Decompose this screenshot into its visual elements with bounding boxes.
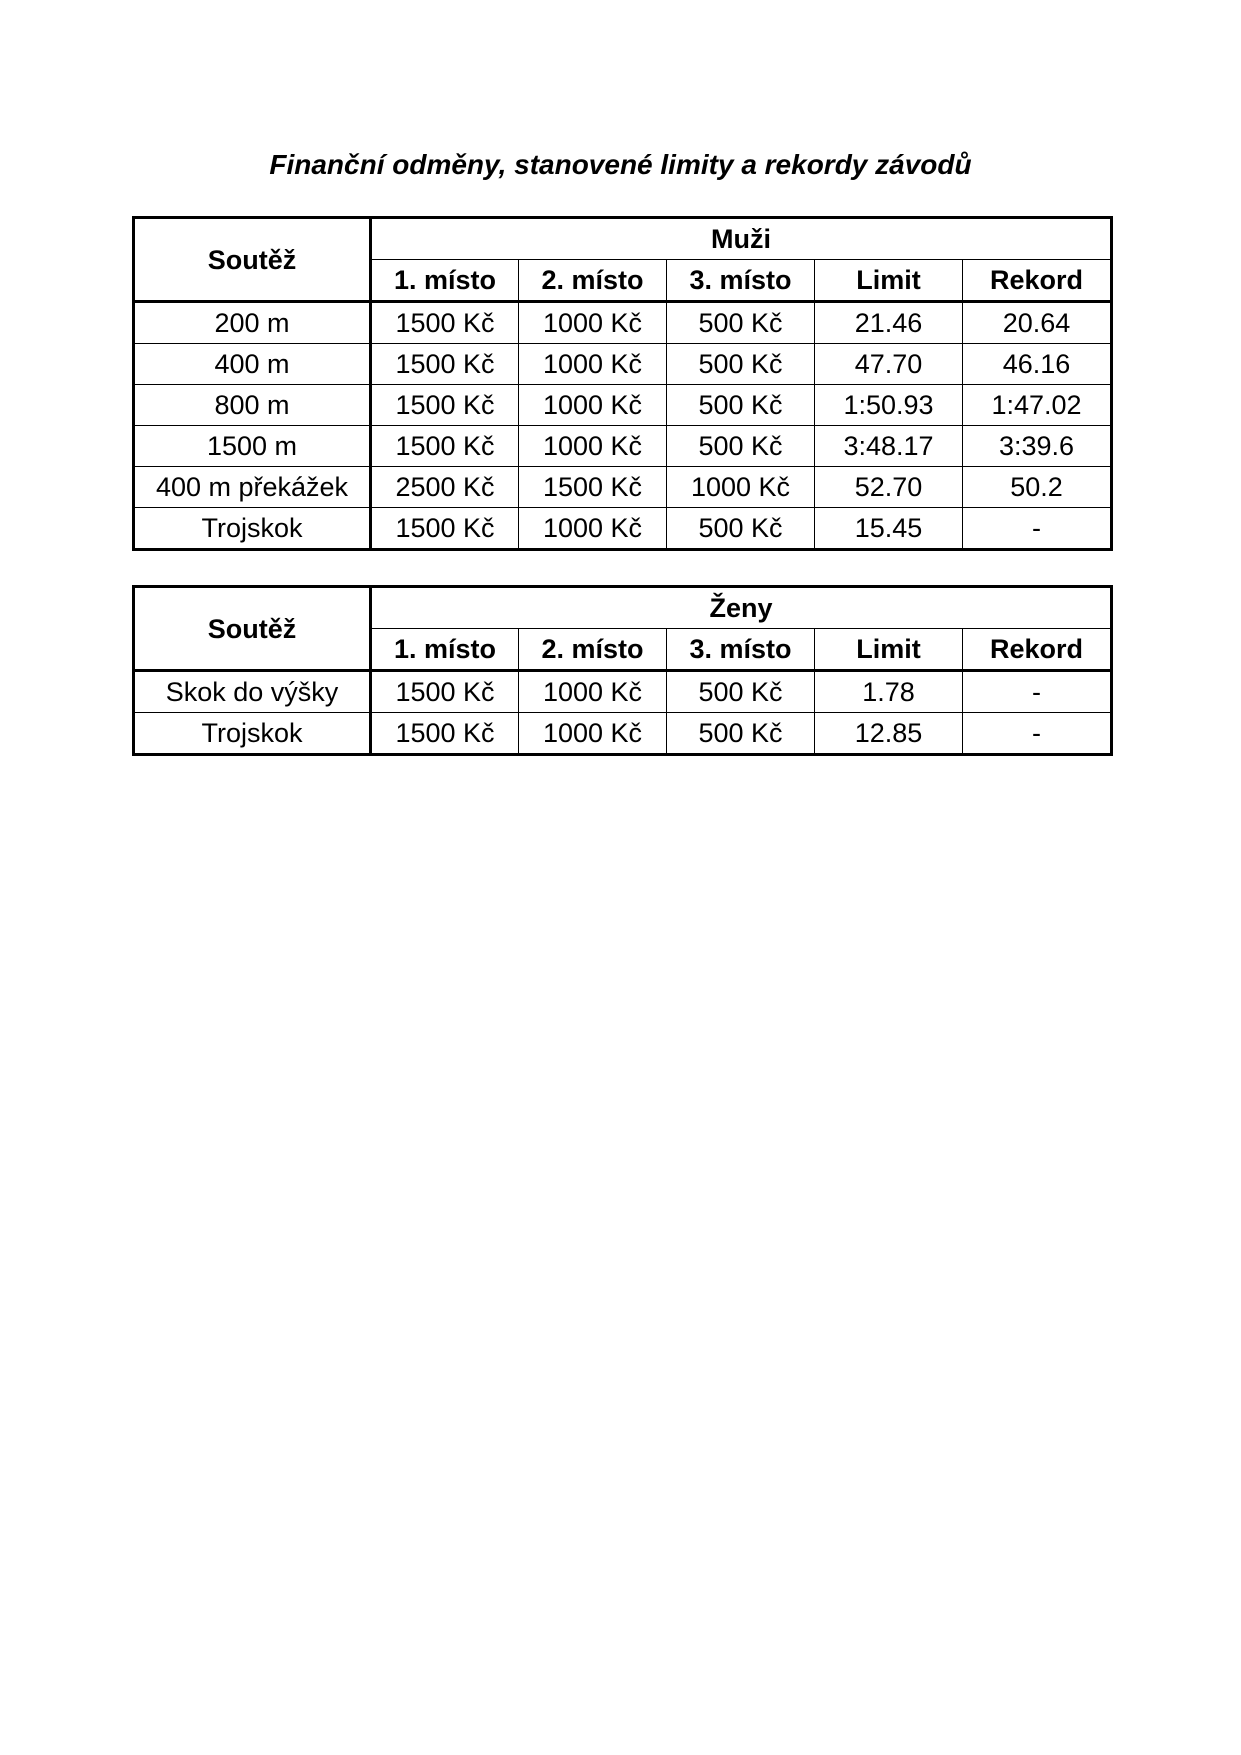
table-cell: 1000 Kč <box>519 671 667 713</box>
table-cell: - <box>963 713 1112 755</box>
table-cell: 20.64 <box>963 302 1112 344</box>
women-results-table <box>132 585 1113 756</box>
column-header: Limit <box>815 260 963 302</box>
event-cell: Trojskok <box>134 713 371 755</box>
table-row <box>134 385 1112 426</box>
table-cell: - <box>963 508 1112 550</box>
column-header: Rekord <box>963 629 1112 671</box>
table-cell: 2500 Kč <box>371 467 519 508</box>
column-header: 2. místo <box>519 629 667 671</box>
table-header-row <box>134 587 1112 629</box>
table-cell: 1500 Kč <box>519 467 667 508</box>
event-column-header: Soutěž <box>134 218 371 302</box>
event-cell: Trojskok <box>134 508 371 550</box>
page-title: Finanční odměny, stanovené limity a rekordy závodů <box>269 149 972 180</box>
table-cell: 21.46 <box>815 302 963 344</box>
table-row <box>134 508 1112 550</box>
table-cell: 12.85 <box>815 713 963 755</box>
table-cell: 1000 Kč <box>519 426 667 467</box>
table-cell: 500 Kč <box>667 426 815 467</box>
column-header: Limit <box>815 629 963 671</box>
column-header: 1. místo <box>371 260 519 302</box>
column-header: Rekord <box>963 260 1112 302</box>
table-header-row <box>134 218 1112 260</box>
table-cell: 1500 Kč <box>371 385 519 426</box>
event-cell: 400 m <box>134 344 371 385</box>
event-cell: Skok do výšky <box>134 671 371 713</box>
table-cell: 3:39.6 <box>963 426 1112 467</box>
event-cell: 1500 m <box>134 426 371 467</box>
column-header: 1. místo <box>371 629 519 671</box>
table-cell: 15.45 <box>815 508 963 550</box>
table-row <box>134 302 1112 344</box>
table-row <box>134 426 1112 467</box>
table-cell: 500 Kč <box>667 508 815 550</box>
table-cell: 1000 Kč <box>519 508 667 550</box>
column-header: 3. místo <box>667 260 815 302</box>
table-row <box>134 344 1112 385</box>
table-cell: 3:48.17 <box>815 426 963 467</box>
table-cell: 46.16 <box>963 344 1112 385</box>
event-cell: 800 m <box>134 385 371 426</box>
table-cell: 500 Kč <box>667 713 815 755</box>
table-cell: 1500 Kč <box>371 344 519 385</box>
table-cell: 1000 Kč <box>667 467 815 508</box>
table-cell: 1000 Kč <box>519 385 667 426</box>
table-cell: 1500 Kč <box>371 426 519 467</box>
table-cell: 1.78 <box>815 671 963 713</box>
table-cell: - <box>963 671 1112 713</box>
table-cell: 52.70 <box>815 467 963 508</box>
event-cell: 200 m <box>134 302 371 344</box>
table-cell: 50.2 <box>963 467 1112 508</box>
table-cell: 1000 Kč <box>519 713 667 755</box>
table-cell: 1:50.93 <box>815 385 963 426</box>
table-row <box>134 713 1112 755</box>
table-cell: 1:47.02 <box>963 385 1112 426</box>
table-cell: 1000 Kč <box>519 302 667 344</box>
table-cell: 500 Kč <box>667 385 815 426</box>
table-row <box>134 467 1112 508</box>
table-cell: 500 Kč <box>667 671 815 713</box>
table-cell: 500 Kč <box>667 302 815 344</box>
group-header: Ženy <box>371 587 1112 629</box>
table-cell: 1000 Kč <box>519 344 667 385</box>
group-header: Muži <box>371 218 1112 260</box>
column-header: 2. místo <box>519 260 667 302</box>
table-cell: 1500 Kč <box>371 713 519 755</box>
column-header: 3. místo <box>667 629 815 671</box>
table-cell: 500 Kč <box>667 344 815 385</box>
table-row <box>134 671 1112 713</box>
event-cell: 400 m překážek <box>134 467 371 508</box>
table-cell: 1500 Kč <box>371 508 519 550</box>
event-column-header: Soutěž <box>134 587 371 671</box>
table-cell: 47.70 <box>815 344 963 385</box>
table-cell: 1500 Kč <box>371 671 519 713</box>
men-results-table <box>132 216 1113 551</box>
table-cell: 1500 Kč <box>371 302 519 344</box>
